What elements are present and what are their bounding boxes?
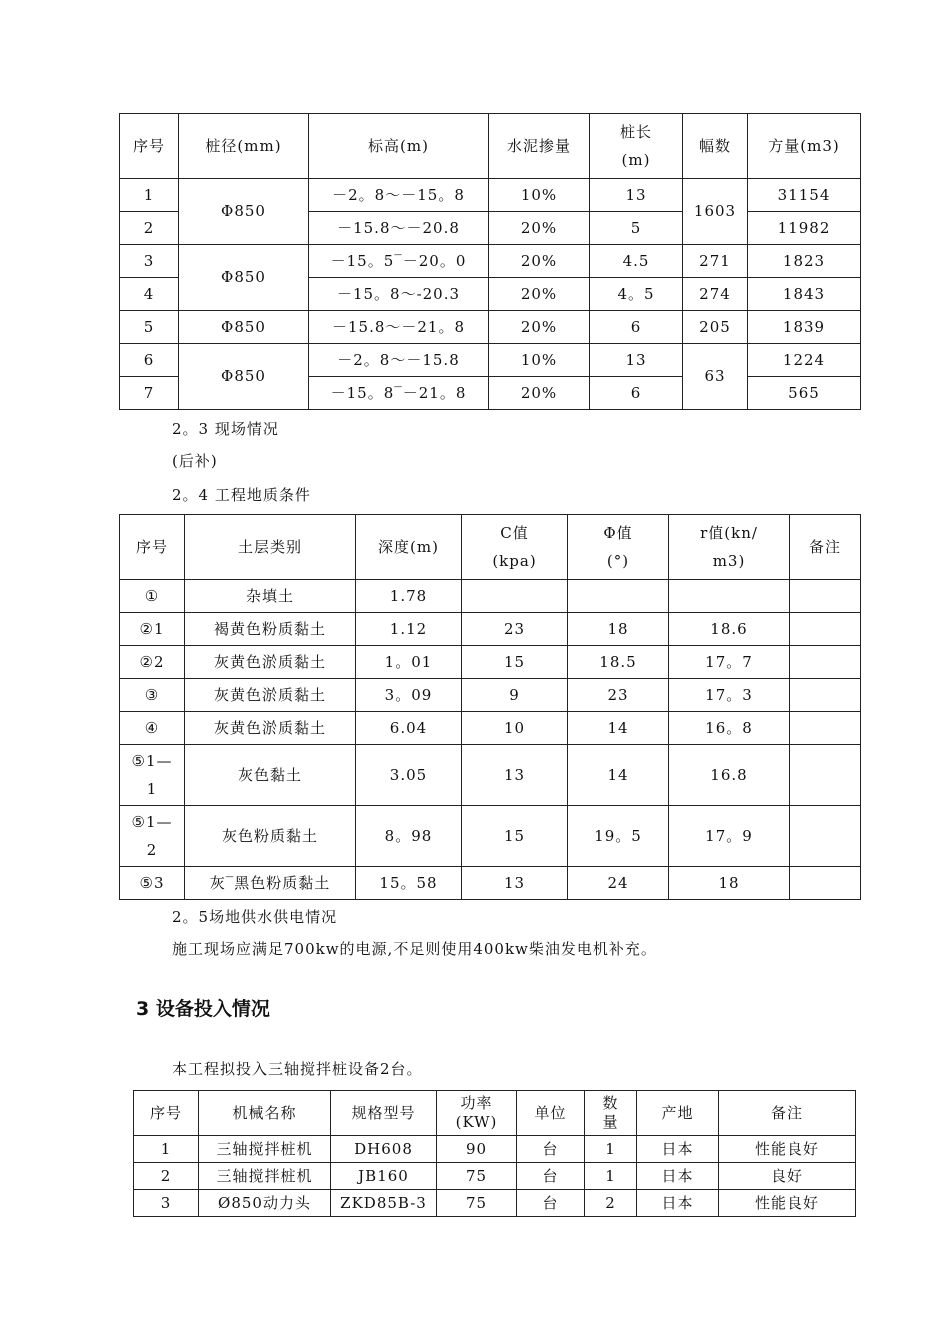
cell-length: 4。5 xyxy=(590,278,683,311)
cell-soil: 灰色黏土 xyxy=(185,745,356,806)
section-2-5-text: 施工现场应满足700kw的电源,不足则使用400kw柴油发电机补充。 xyxy=(172,940,657,958)
section-2-3-title: 2。3 现场情况 xyxy=(172,420,279,438)
table-row xyxy=(120,679,861,712)
cell-cement: 10% xyxy=(489,344,590,377)
header-line: 功率 xyxy=(460,1094,493,1113)
cell-volume: 1843 xyxy=(748,278,861,311)
cell-elevation: －15.8～－21。8 xyxy=(309,311,489,344)
cell-no xyxy=(120,745,185,806)
cell-power: 90 xyxy=(437,1136,517,1163)
cell-c: 15 xyxy=(462,806,568,867)
cell-power: 75 xyxy=(437,1163,517,1190)
table-header-row xyxy=(120,114,861,179)
cell-cement: 20% xyxy=(489,278,590,311)
cell-qty: 2 xyxy=(585,1190,637,1217)
header-line: 数 xyxy=(602,1094,619,1113)
cell-no: 3 xyxy=(134,1190,199,1217)
cell-soil: 灰黄色淤质黏土 xyxy=(185,679,356,712)
header-line: Φ值 xyxy=(603,523,633,542)
cell-phi: 14 xyxy=(568,712,669,745)
cell-note xyxy=(790,679,861,712)
cell-phi: 14 xyxy=(568,745,669,806)
cell-no: 1 xyxy=(120,179,179,212)
cell-elevation: －15。8～-20.3 xyxy=(309,278,489,311)
cell-note xyxy=(790,806,861,867)
cell-cement: 20% xyxy=(489,245,590,278)
table-row xyxy=(120,867,861,900)
cell-phi: 23 xyxy=(568,679,669,712)
cell-note xyxy=(790,613,861,646)
cell-diameter: Φ850 xyxy=(179,179,309,245)
cell-no: 5 xyxy=(120,311,179,344)
cell-no: ⑤3 xyxy=(120,867,185,900)
cell-model: DH608 xyxy=(331,1136,437,1163)
cell-r: 17。3 xyxy=(669,679,790,712)
header-line: (°) xyxy=(606,552,630,570)
cell-soil: 灰黄色淤质黏土 xyxy=(185,646,356,679)
cell-cement: 20% xyxy=(489,377,590,410)
header-cell: 标高(m) xyxy=(309,114,489,179)
header-cell xyxy=(568,515,669,580)
cell-r xyxy=(669,580,790,613)
header-cell: 序号 xyxy=(120,114,179,179)
header-line: C值 xyxy=(500,523,529,542)
cell-c: 10 xyxy=(462,712,568,745)
cell-no: ③ xyxy=(120,679,185,712)
cell-length: 13 xyxy=(590,344,683,377)
section-3-heading: 3 设备投入情况 xyxy=(136,998,270,1020)
cell-note xyxy=(790,712,861,745)
cell-no: 2 xyxy=(120,212,179,245)
table-row xyxy=(134,1190,856,1217)
cell-unit: 台 xyxy=(517,1190,585,1217)
cell-soil: 褐黄色粉质黏土 xyxy=(185,613,356,646)
cell-r: 17。7 xyxy=(669,646,790,679)
cell-no-line: ⑤1— xyxy=(131,812,173,831)
cell-unit: 台 xyxy=(517,1136,585,1163)
cell-elevation: －15。8‾－21。8 xyxy=(309,377,489,410)
cell-volume: 11982 xyxy=(748,212,861,245)
cell-depth: 15。58 xyxy=(356,867,462,900)
cell-count: 1603 xyxy=(683,179,748,245)
header-line: 量 xyxy=(602,1113,619,1131)
cell-no: ②1 xyxy=(120,613,185,646)
cell-depth: 3。09 xyxy=(356,679,462,712)
section-2-5-title: 2。5场地供水供电情况 xyxy=(172,908,338,926)
cell-qty: 1 xyxy=(585,1136,637,1163)
header-cell: 方量(m3) xyxy=(748,114,861,179)
cell-no: ④ xyxy=(120,712,185,745)
header-cell: 产地 xyxy=(637,1091,719,1136)
header-cell: 桩径(mm) xyxy=(179,114,309,179)
table-row xyxy=(134,1163,856,1190)
cell-power: 75 xyxy=(437,1190,517,1217)
cell-note: 性能良好 xyxy=(719,1136,856,1163)
header-cell: 深度(m) xyxy=(356,515,462,580)
cell-elevation: －2。8～－15.8 xyxy=(309,344,489,377)
cell-c: 9 xyxy=(462,679,568,712)
cell-length: 5 xyxy=(590,212,683,245)
table-header-row xyxy=(120,515,861,580)
cell-no xyxy=(120,806,185,867)
cell-c: 15 xyxy=(462,646,568,679)
cell-r: 16。8 xyxy=(669,712,790,745)
table-row xyxy=(120,745,861,806)
cell-no: 3 xyxy=(120,245,179,278)
cell-note: 良好 xyxy=(719,1163,856,1190)
equipment-table xyxy=(133,1090,856,1217)
table-header-row xyxy=(134,1091,856,1136)
cell-volume: 31154 xyxy=(748,179,861,212)
cell-elevation: －15.8～－20.8 xyxy=(309,212,489,245)
cell-origin: 日本 xyxy=(637,1163,719,1190)
cell-length: 6 xyxy=(590,377,683,410)
header-cell: 规格型号 xyxy=(331,1091,437,1136)
header-cell: 土层类别 xyxy=(185,515,356,580)
soil-layer-table xyxy=(119,514,861,900)
cell-name: 三轴搅拌桩机 xyxy=(199,1136,331,1163)
header-cell xyxy=(669,515,790,580)
cell-c: 13 xyxy=(462,867,568,900)
cell-no-line: 2 xyxy=(146,841,158,859)
cell-volume: 565 xyxy=(748,377,861,410)
cell-phi xyxy=(568,580,669,613)
cell-length: 4.5 xyxy=(590,245,683,278)
cell-r: 16.8 xyxy=(669,745,790,806)
section-2-3-note: (后补) xyxy=(172,452,218,470)
cell-depth: 3.05 xyxy=(356,745,462,806)
cell-c: 23 xyxy=(462,613,568,646)
header-cell: 水泥掺量 xyxy=(489,114,590,179)
cell-volume: 1224 xyxy=(748,344,861,377)
section-3-text: 本工程拟投入三轴搅拌桩设备2台。 xyxy=(172,1060,423,1078)
cell-r: 18.6 xyxy=(669,613,790,646)
cell-unit: 台 xyxy=(517,1163,585,1190)
cell-phi: 19。5 xyxy=(568,806,669,867)
cell-phi: 18.5 xyxy=(568,646,669,679)
header-cell: 单位 xyxy=(517,1091,585,1136)
cell-depth: 6.04 xyxy=(356,712,462,745)
table-row xyxy=(120,613,861,646)
table-row xyxy=(134,1136,856,1163)
cell-count: 274 xyxy=(683,278,748,311)
header-cell: 序号 xyxy=(134,1091,199,1136)
header-line: r值(kn/ xyxy=(700,523,758,542)
table-row xyxy=(120,580,861,613)
cell-note xyxy=(790,867,861,900)
cell-depth: 1。01 xyxy=(356,646,462,679)
header-cell xyxy=(585,1091,637,1136)
cell-count: 205 xyxy=(683,311,748,344)
section-2-4-title: 2。4 工程地质条件 xyxy=(172,486,311,504)
cell-volume: 1839 xyxy=(748,311,861,344)
header-cell: 机械名称 xyxy=(199,1091,331,1136)
table-row xyxy=(120,179,861,212)
cell-diameter: Φ850 xyxy=(179,311,309,344)
cell-c: 13 xyxy=(462,745,568,806)
cell-diameter: Φ850 xyxy=(179,344,309,410)
table-row xyxy=(120,712,861,745)
cell-no: 2 xyxy=(134,1163,199,1190)
table-row xyxy=(120,806,861,867)
header-line: (KW) xyxy=(455,1113,498,1131)
cell-note: 性能良好 xyxy=(719,1190,856,1217)
cell-note xyxy=(790,580,861,613)
cell-count: 63 xyxy=(683,344,748,410)
cell-no-line: 1 xyxy=(146,780,158,798)
cell-soil: 灰‾黑色粉质黏土 xyxy=(185,867,356,900)
table-row xyxy=(120,344,861,377)
cell-note xyxy=(790,745,861,806)
cell-note xyxy=(790,646,861,679)
cell-depth: 1.78 xyxy=(356,580,462,613)
cell-diameter: Φ850 xyxy=(179,245,309,311)
cell-origin: 日本 xyxy=(637,1190,719,1217)
cell-length: 13 xyxy=(590,179,683,212)
table-row xyxy=(120,245,861,278)
header-cell xyxy=(590,114,683,179)
cell-name: Ø850动力头 xyxy=(199,1190,331,1217)
cell-no: ① xyxy=(120,580,185,613)
cell-phi: 18 xyxy=(568,613,669,646)
cell-soil: 灰色粉质黏土 xyxy=(185,806,356,867)
header-line: m3) xyxy=(712,552,746,570)
header-cell: 序号 xyxy=(120,515,185,580)
cell-cement: 10% xyxy=(489,179,590,212)
cell-qty: 1 xyxy=(585,1163,637,1190)
cell-soil: 灰黄色淤质黏土 xyxy=(185,712,356,745)
cell-count: 271 xyxy=(683,245,748,278)
cell-depth: 1.12 xyxy=(356,613,462,646)
cell-cement: 20% xyxy=(489,311,590,344)
cell-model: ZKD85B-3 xyxy=(331,1190,437,1217)
table-row xyxy=(120,646,861,679)
cell-c xyxy=(462,580,568,613)
cell-no: 7 xyxy=(120,377,179,410)
cell-volume: 1823 xyxy=(748,245,861,278)
pile-parameter-table xyxy=(119,113,861,410)
cell-r: 18 xyxy=(669,867,790,900)
header-cell: 幅数 xyxy=(683,114,748,179)
cell-no: 1 xyxy=(134,1136,199,1163)
cell-no: 4 xyxy=(120,278,179,311)
cell-no: ②2 xyxy=(120,646,185,679)
header-cell xyxy=(462,515,568,580)
header-cell: 备注 xyxy=(719,1091,856,1136)
cell-elevation: －2。8～－15。8 xyxy=(309,179,489,212)
cell-name: 三轴搅拌桩机 xyxy=(199,1163,331,1190)
cell-cement: 20% xyxy=(489,212,590,245)
cell-no: 6 xyxy=(120,344,179,377)
cell-r: 17。9 xyxy=(669,806,790,867)
header-cell xyxy=(437,1091,517,1136)
cell-length: 6 xyxy=(590,311,683,344)
header-cell: 备注 xyxy=(790,515,861,580)
cell-soil: 杂填土 xyxy=(185,580,356,613)
cell-origin: 日本 xyxy=(637,1136,719,1163)
header-line: 桩长 xyxy=(619,122,652,141)
cell-no-line: ⑤1— xyxy=(131,751,173,770)
cell-elevation: －15。5‾－20。0 xyxy=(309,245,489,278)
header-line: (kpa) xyxy=(492,552,537,570)
cell-phi: 24 xyxy=(568,867,669,900)
header-line: (m) xyxy=(621,151,651,169)
cell-model: JB160 xyxy=(331,1163,437,1190)
table-row xyxy=(120,311,861,344)
cell-depth: 8。98 xyxy=(356,806,462,867)
